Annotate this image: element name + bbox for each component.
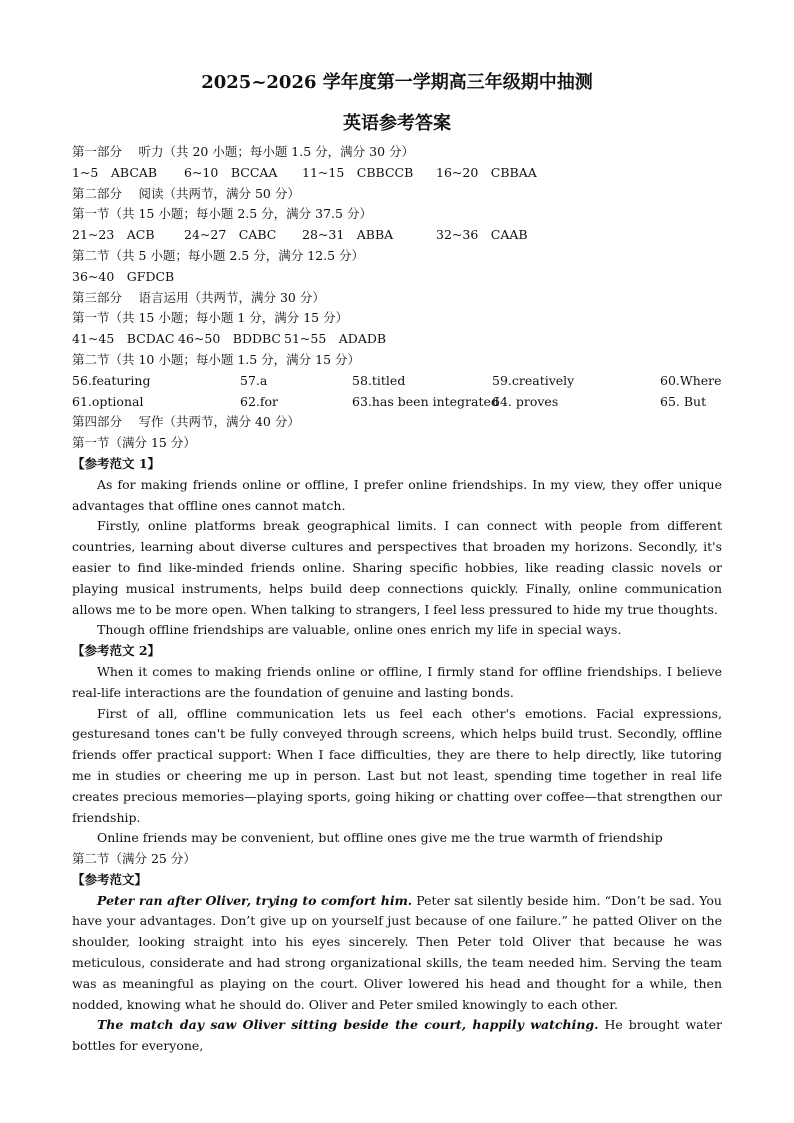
- fill-answer: 56.featuring: [72, 372, 151, 388]
- fill-answer: 58.titled: [352, 372, 406, 388]
- fill-answer: 65. But: [660, 393, 707, 409]
- sample2-paragraph: When it comes to making friends online or offline, I firmly stand for offline friendships. I believe real-life interactions are the foundation of genuine and lasting bonds.: [72, 663, 722, 700]
- sample1-paragraph: Though offline friendships are valuable, online ones enrich my life in special ways.: [97, 622, 622, 638]
- page-title: 2025~2026 学年度第一学期高三年级期中抽测: [201, 72, 593, 93]
- sample1-label: 【参考范文 1】: [72, 455, 161, 471]
- paragraph-lead-sentence: The match day saw Oliver sitting beside the court, happily watching.: [97, 1017, 599, 1033]
- continuation-paragraph: [72, 1015, 722, 1057]
- answer-group: 21~23 ACB: [72, 227, 155, 243]
- part4-sec2-heading: 第二节（满分 25 分）: [72, 851, 196, 867]
- fill-answer: 64. proves: [492, 393, 559, 409]
- answer-group: 11~15 CBBCCB: [302, 164, 414, 180]
- answer-document: [72, 66, 722, 1057]
- paragraph-lead-sentence: Peter ran after Oliver, trying to comfort him.: [97, 892, 413, 908]
- sample1-paragraph: Firstly, online platforms break geographical limits. I can connect with people from different countries, learning about diverse cultures and perspectives that broaden my horizons. Secondly, it's easier to find like-minded friends online. Sharing specific hobbies, like reading classic novels or playing musical instruments, helps build deep connections quickly. Finally, online communication allows me to be more open. When talking to strangers, I feel less pressured to hide my true thoughts.: [72, 518, 722, 617]
- paragraph-body: He brought water bottles for everyone,: [72, 1017, 722, 1054]
- fill-answer: 63.has been integrated: [352, 393, 499, 409]
- part2-sec2-answers: 36~40 GFDCB: [72, 268, 175, 284]
- fill-answers-row: [72, 392, 722, 413]
- sample3-label: 【参考范文】: [72, 871, 148, 887]
- part2-heading: 第二部分 阅读（共两节，满分 50 分）: [72, 185, 300, 201]
- answer-group: 51~55 ADADB: [284, 331, 387, 347]
- part4-sec1-heading: 第一节（满分 15 分）: [72, 435, 196, 451]
- part2-sec2-heading: 第二节（共 5 小题；每小题 2.5 分，满分 12.5 分）: [72, 247, 365, 263]
- fill-answer: 59.creatively: [492, 372, 575, 388]
- answer-group: 1~5 ABCAB: [72, 164, 158, 180]
- part3-sec2-heading: 第二节（共 10 小题；每小题 1.5 分，满分 15 分）: [72, 351, 361, 367]
- fill-answer: 60.Where: [660, 372, 722, 388]
- sample2-label: 【参考范文 2】: [72, 643, 161, 659]
- part1-answers: [72, 163, 722, 184]
- part2-sec1-heading: 第一节（共 15 小题；每小题 2.5 分，满分 37.5 分）: [72, 206, 372, 222]
- part3-heading: 第三部分 语言运用（共两节，满分 30 分）: [72, 289, 325, 305]
- answer-group: 46~50 BDDBC: [178, 331, 281, 347]
- part2-sec1-answers: [72, 225, 722, 246]
- part3-sec1-answers: [72, 329, 722, 350]
- fill-answer: 62.for: [240, 393, 279, 409]
- part4-heading: 第四部分 写作（共两节，满分 40 分）: [72, 414, 300, 430]
- sample2-paragraph: First of all, offline communication lets us feel each other's emotions. Facial expressions, gesturesand tones can't be fully conveyed through screens, which helps build trust. Secondly, offline friends offer practical support: When I face difficulties, they are there to help directly, like tutoring me in studies or cheering me up in person. Last but not least, spending time together in real life creates precious memories—playing sports, going hiking or chatting over coffee—that strengthen our friendship.: [72, 705, 722, 825]
- answer-group: 6~10 BCCAA: [184, 164, 278, 180]
- fill-answer: 57.a: [240, 372, 268, 388]
- sample2-paragraph: Online friends may be convenient, but offline ones give me the true warmth of friendship: [97, 830, 663, 846]
- paragraph-body: Peter sat silently beside him. “Don’t be sad. You have your advantages. Don’t give up on yourself just because of one failure.” he patted Oliver on the shoulder, looking straight into his eyes sincerely. Then Peter told Oliver that because he was meticulous, considerate and had strong organizational skills, the team needed him. Serving the team was as meaningful as playing on the court. Oliver lowered his head and thought for a while, then nodded, knowing what he should do. Oliver and Peter smiled knowingly to each other.: [72, 892, 722, 1012]
- fill-answers-row: [72, 371, 722, 392]
- fill-answer: 61.optional: [72, 393, 144, 409]
- answer-group: 41~45 BCDAC: [72, 331, 175, 347]
- part3-sec1-heading: 第一节（共 15 小题；每小题 1 分，满分 15 分）: [72, 310, 349, 326]
- answer-group: 32~36 CAAB: [436, 227, 528, 243]
- answer-group: 24~27 CABC: [184, 227, 277, 243]
- answer-group: 28~31 ABBA: [302, 227, 394, 243]
- page-subtitle: 英语参考答案: [343, 113, 451, 134]
- sample1-paragraph: As for making friends online or offline, I prefer online friendships. In my view, they offer unique advantages that offline ones cannot match.: [72, 476, 722, 513]
- continuation-paragraph: [72, 891, 722, 1016]
- part1-heading: 第一部分 听力（共 20 小题；每小题 1.5 分，满分 30 分）: [72, 144, 415, 159]
- answer-group: 16~20 CBBAA: [436, 164, 537, 180]
